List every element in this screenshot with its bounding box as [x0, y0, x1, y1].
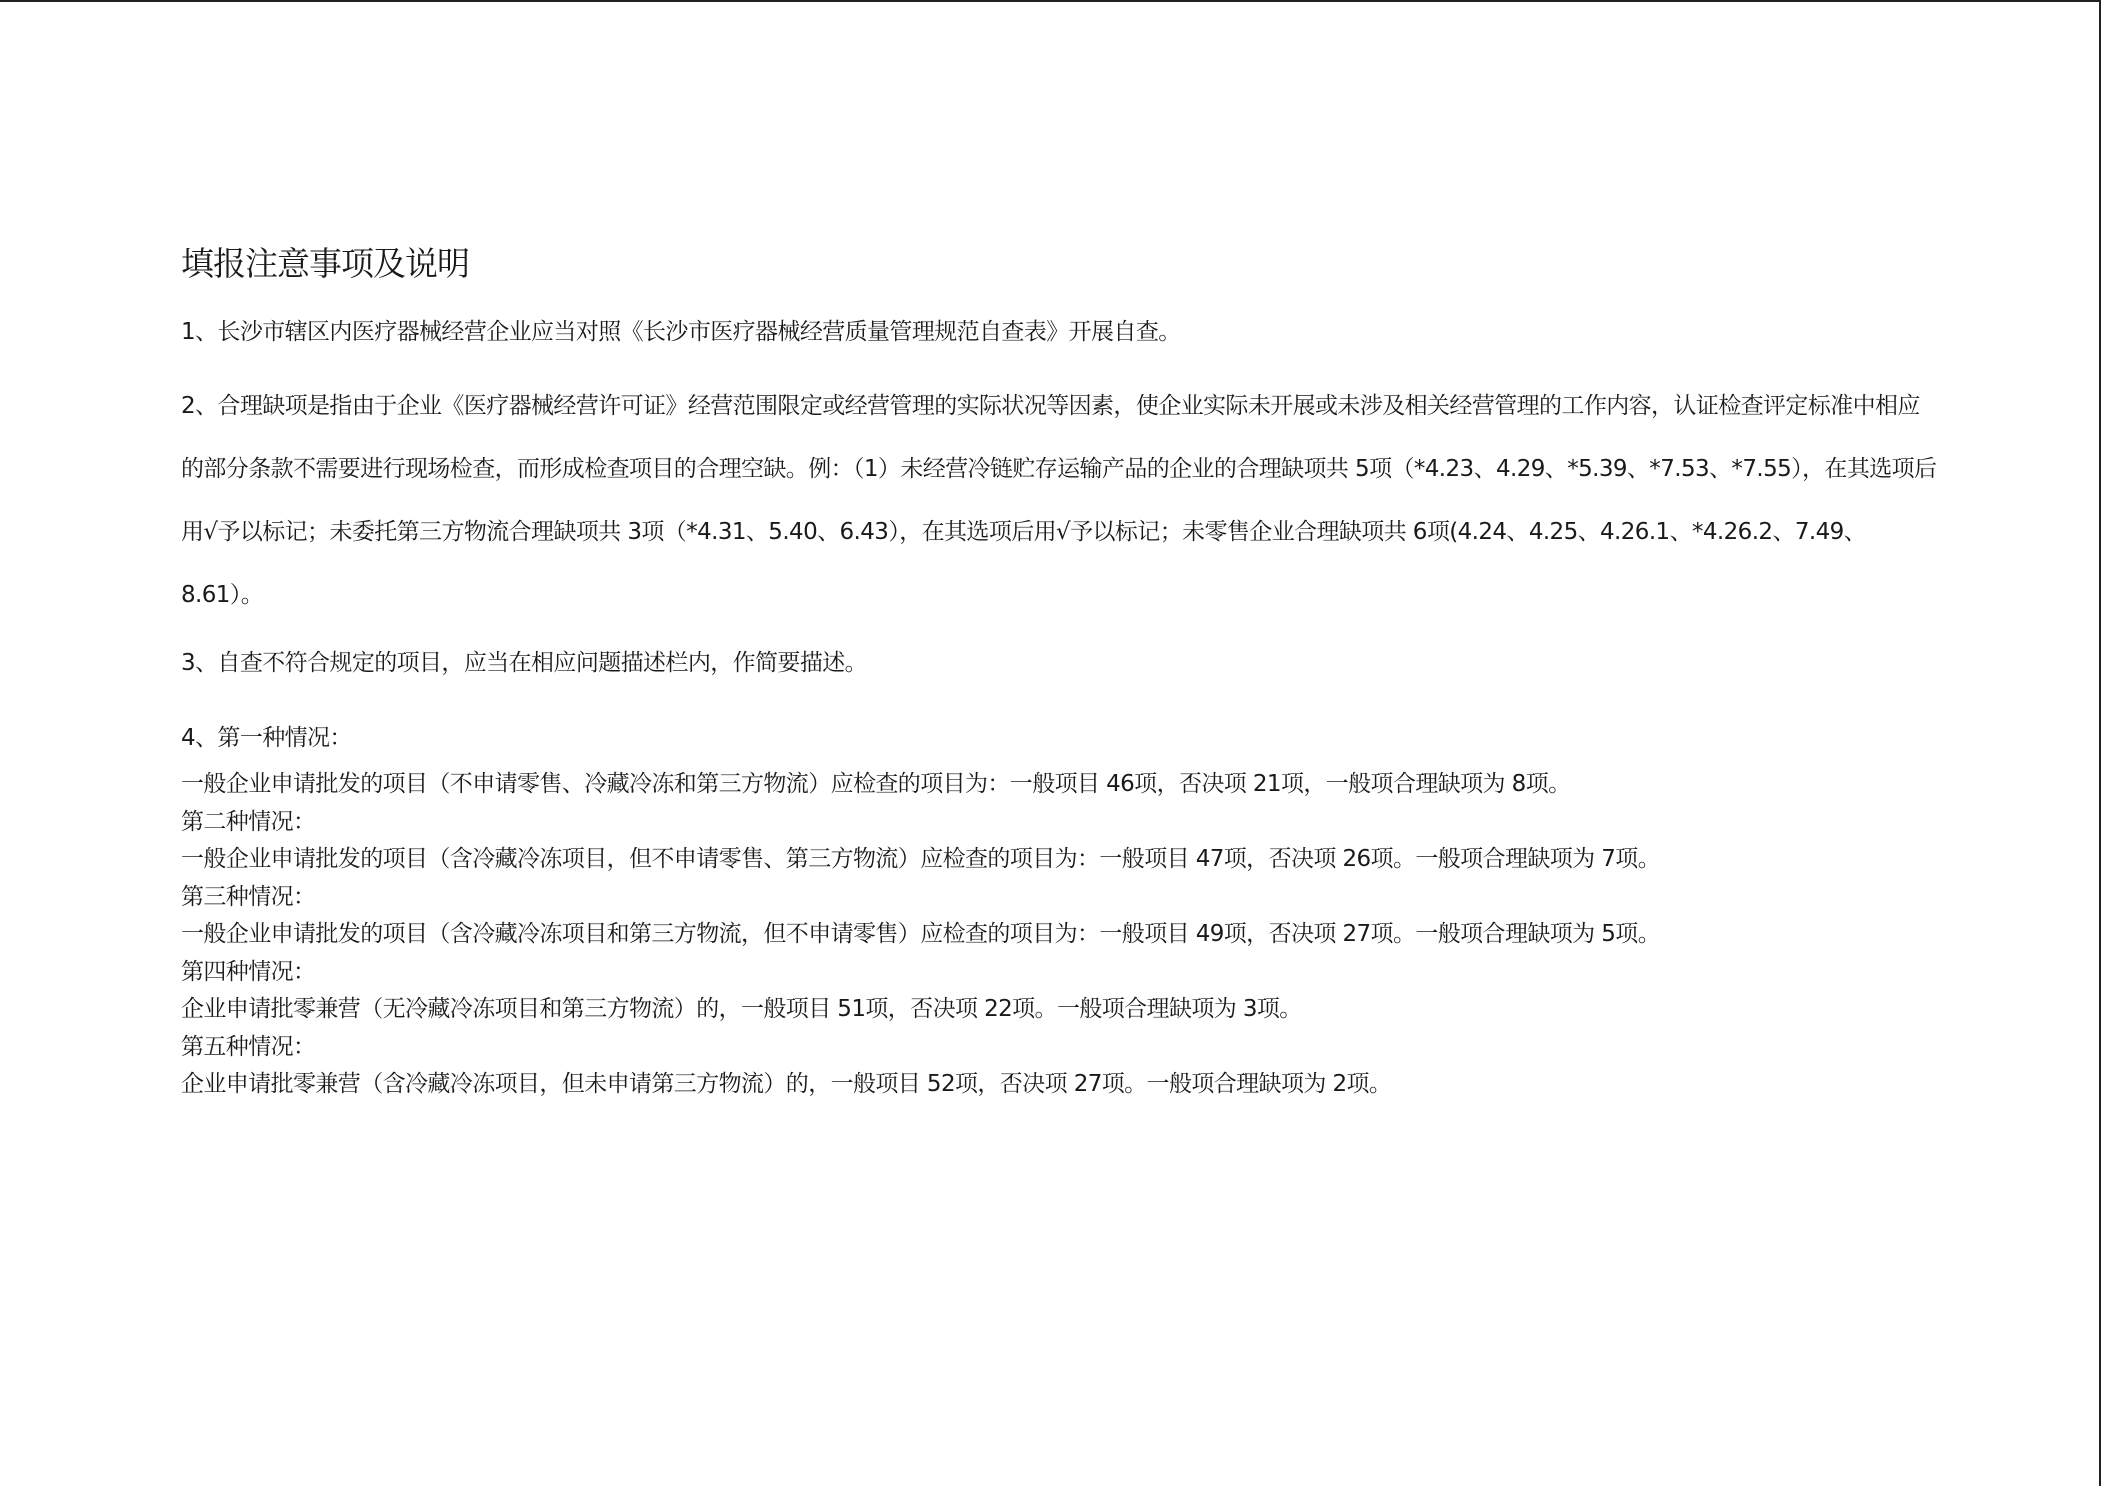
case-line: 企业申请批零兼营（无冷藏冷冻项目和第三方物流）的，一般项目 51项，否决项 22项。一般项合理缺项为 3项。: [181, 996, 1302, 1022]
case-line: 一般企业申请批发的项目（不申请零售、冷藏冷冻和第三方物流）应检查的项目为：一般项目 46项，否决项 21项，一般项合理缺项为 8项。: [181, 771, 1571, 797]
case-heading: 第三种情况：: [181, 883, 316, 910]
case-line: 一般企业申请批发的项目（含冷藏冷冻项目，但不申请零售、第三方物流）应检查的项目为：一般项目 47项，否决项 26项。一般项合理缺项为 7项。: [181, 846, 1661, 872]
document-title: 填报注意事项及说明: [181, 244, 469, 283]
case-list: [181, 766, 1941, 1104]
case-line: 一般企业申请批发的项目（含冷藏冷冻项目和第三方物流，但不申请零售）应检查的项目为：一般项目 49项，否决项 27项。一般项合理缺项为 5项。: [181, 921, 1661, 947]
note-item-1: 1、长沙市辖区内医疗器械经营企业应当对照《长沙市医疗器械经营质量管理规范自查表》开展自查。: [181, 319, 1181, 345]
case-heading: 第二种情况：: [181, 808, 316, 835]
note-item-4-heading: 4、第一种情况：: [181, 725, 352, 751]
document-body: [181, 244, 1941, 1104]
case-line: 企业申请批零兼营（含冷藏冷冻项目，但未申请第三方物流）的，一般项目 52项，否决项 27项。一般项合理缺项为 2项。: [181, 1071, 1392, 1097]
note-item-2: 2、合理缺项是指由于企业《医疗器械经营许可证》经营范围限定或经营管理的实际状况等因素，使企业实际未开展或未涉及相关经营管理的工作内容，认证检查评定标准中相应的部分条款不需要进行现场检查，而形成检查项目的合理空缺。例：（1）未经营冷链贮存运输产品的企业的合理缺项共 5项（*4.23、4.29、*5.39、*7.53、*7.55），在其选项后用√予以标记；未委托第三方物流合理缺项共 3项（*4.31、5.40、6.43），在其选项后用√予以标记；未零售企业合理缺项共 6项(4.24、4.25、4.26.1、*4.26.2、7.49、8.61）。: [181, 393, 1937, 608]
case-heading: 第五种情况：: [181, 1033, 316, 1060]
case-heading: 第四种情况：: [181, 958, 316, 985]
note-item-3: 3、自查不符合规定的项目，应当在相应问题描述栏内，作简要描述。: [181, 650, 868, 676]
